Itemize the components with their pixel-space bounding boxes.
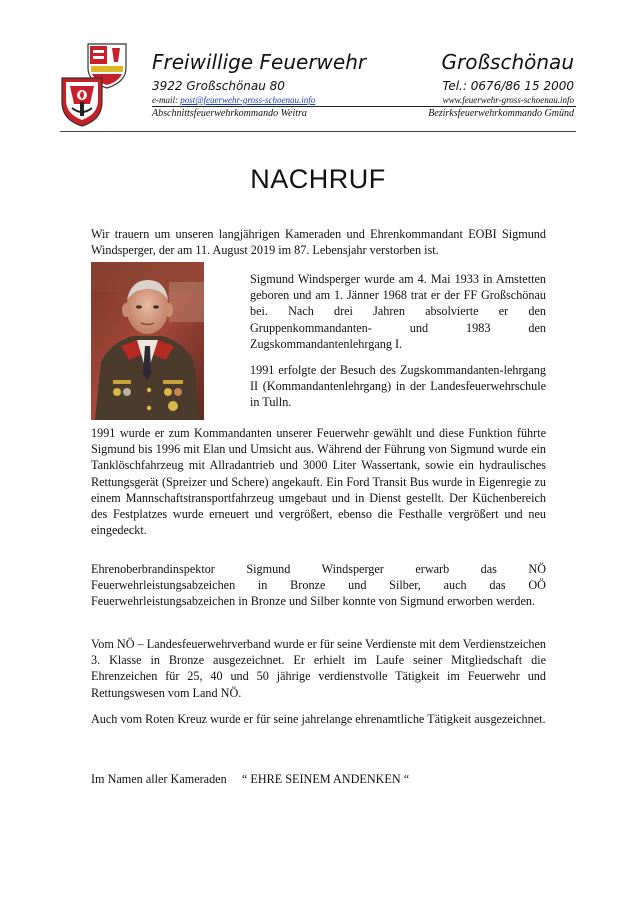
section-command: Abschnittsfeuerwehrkommando Weitra	[152, 108, 307, 119]
paragraph-red-cross: Auch vom Roten Kreuz wurde er für seine jahrelange ehrenamtliche Tätigkeit ausgezeichnet.	[91, 712, 546, 726]
email-label: e-mail:	[152, 95, 181, 105]
paragraph-honours: Vom NÖ – Landesfeuerwehrverband wurde er für seine Verdienste mit dem Verdienstzeichen 3. Klasse in Bronze ausgezeichnet. Er erhielt im Laufe seiner Mitgliedschaft die Ehrenzeichen für 25, 40 und 50 jährige verdienstvolle Tätigkeit im Feuerwehr und Rettungswesen vom Land NÖ.	[91, 637, 546, 700]
closing-left: Im Namen aller Kameraden	[91, 772, 227, 786]
paragraph-badges: Ehrenoberbrandinspektor Sigmund Windsperger erwarb das NÖ Feuerwehrleistungsabzeichen in Bronze und Silber, auch das OÖ Feuerwehrleistungsabzeichen in Bronze und Silber konnte von Sigmund erworben werden.	[91, 562, 546, 609]
website: www.feuerwehr-gross-schoenau.info	[442, 95, 574, 105]
header-bottom-divider	[60, 131, 576, 132]
org-name: Freiwillige Feuerwehr	[152, 50, 367, 74]
district-command: Bezirksfeuerwehrkommando Gmünd	[428, 108, 574, 119]
intro-paragraph: Wir trauern um unseren langjährigen Kameraden und Ehrenkommandant EOBI Sigmund Windsperger, der am 11. August 2019 im 87. Lebensjahr verstorben ist.	[91, 227, 546, 258]
phone: Tel.: 0676/86 15 2000	[442, 79, 574, 93]
closing-right: “ EHRE SEINEM ANDENKEN “	[241, 772, 410, 786]
email-line	[152, 95, 315, 105]
header-divider	[152, 106, 576, 107]
bio-paragraph-1: Sigmund Windsperger wurde am 4. Mai 1933 in Amstetten geboren und am 1. Jänner 1968 trat er der FF Großschönau bei. Nach drei Jahren absolvierte er den Gruppenkommandanten- und 1983 den Zugskommandantenlehrgang I.	[250, 272, 546, 351]
town-name: Großschönau	[441, 50, 574, 74]
portrait-photo	[91, 262, 204, 420]
email-link[interactable]: post@feuerwehr-gross-schoenau.info	[180, 95, 316, 105]
address: 3922 Großschönau 80	[152, 79, 285, 93]
page-title: NACHRUF	[250, 164, 386, 194]
paragraph-commander: 1991 wurde er zum Kommandanten unserer Feuerwehr gewählt und diese Funktion führte Sigmund bis 1996 mit Elan und Umsicht aus. Während der Führung von Sigmund wurde ein Tanklöschfahrzeug mit Allradantrieb und 3000 Liter Wassertank, sowie ein hydraulisches Rettungsgerät (Spreizer und Schere) angekauft. Ein Ford Transit Bus wurde in Eigenregie zu einem Mannschaftstransportfahrzeug umgebaut und in Dienst gestellt. Der Küchenbereich des Festplatzes wurde erneuert und vergrößert, ebenso die Festhalle vergrößert und neu eingedeckt.	[91, 426, 546, 538]
closing-line	[91, 772, 409, 787]
bio-paragraph-2: 1991 erfolgte der Besuch des Zugskommandanten-lehrgang II (Kommandantenlehrgang) in der Landesfeuerwehrschule in Tulln.	[250, 363, 546, 410]
fire-brigade-crest-icon	[60, 42, 130, 128]
